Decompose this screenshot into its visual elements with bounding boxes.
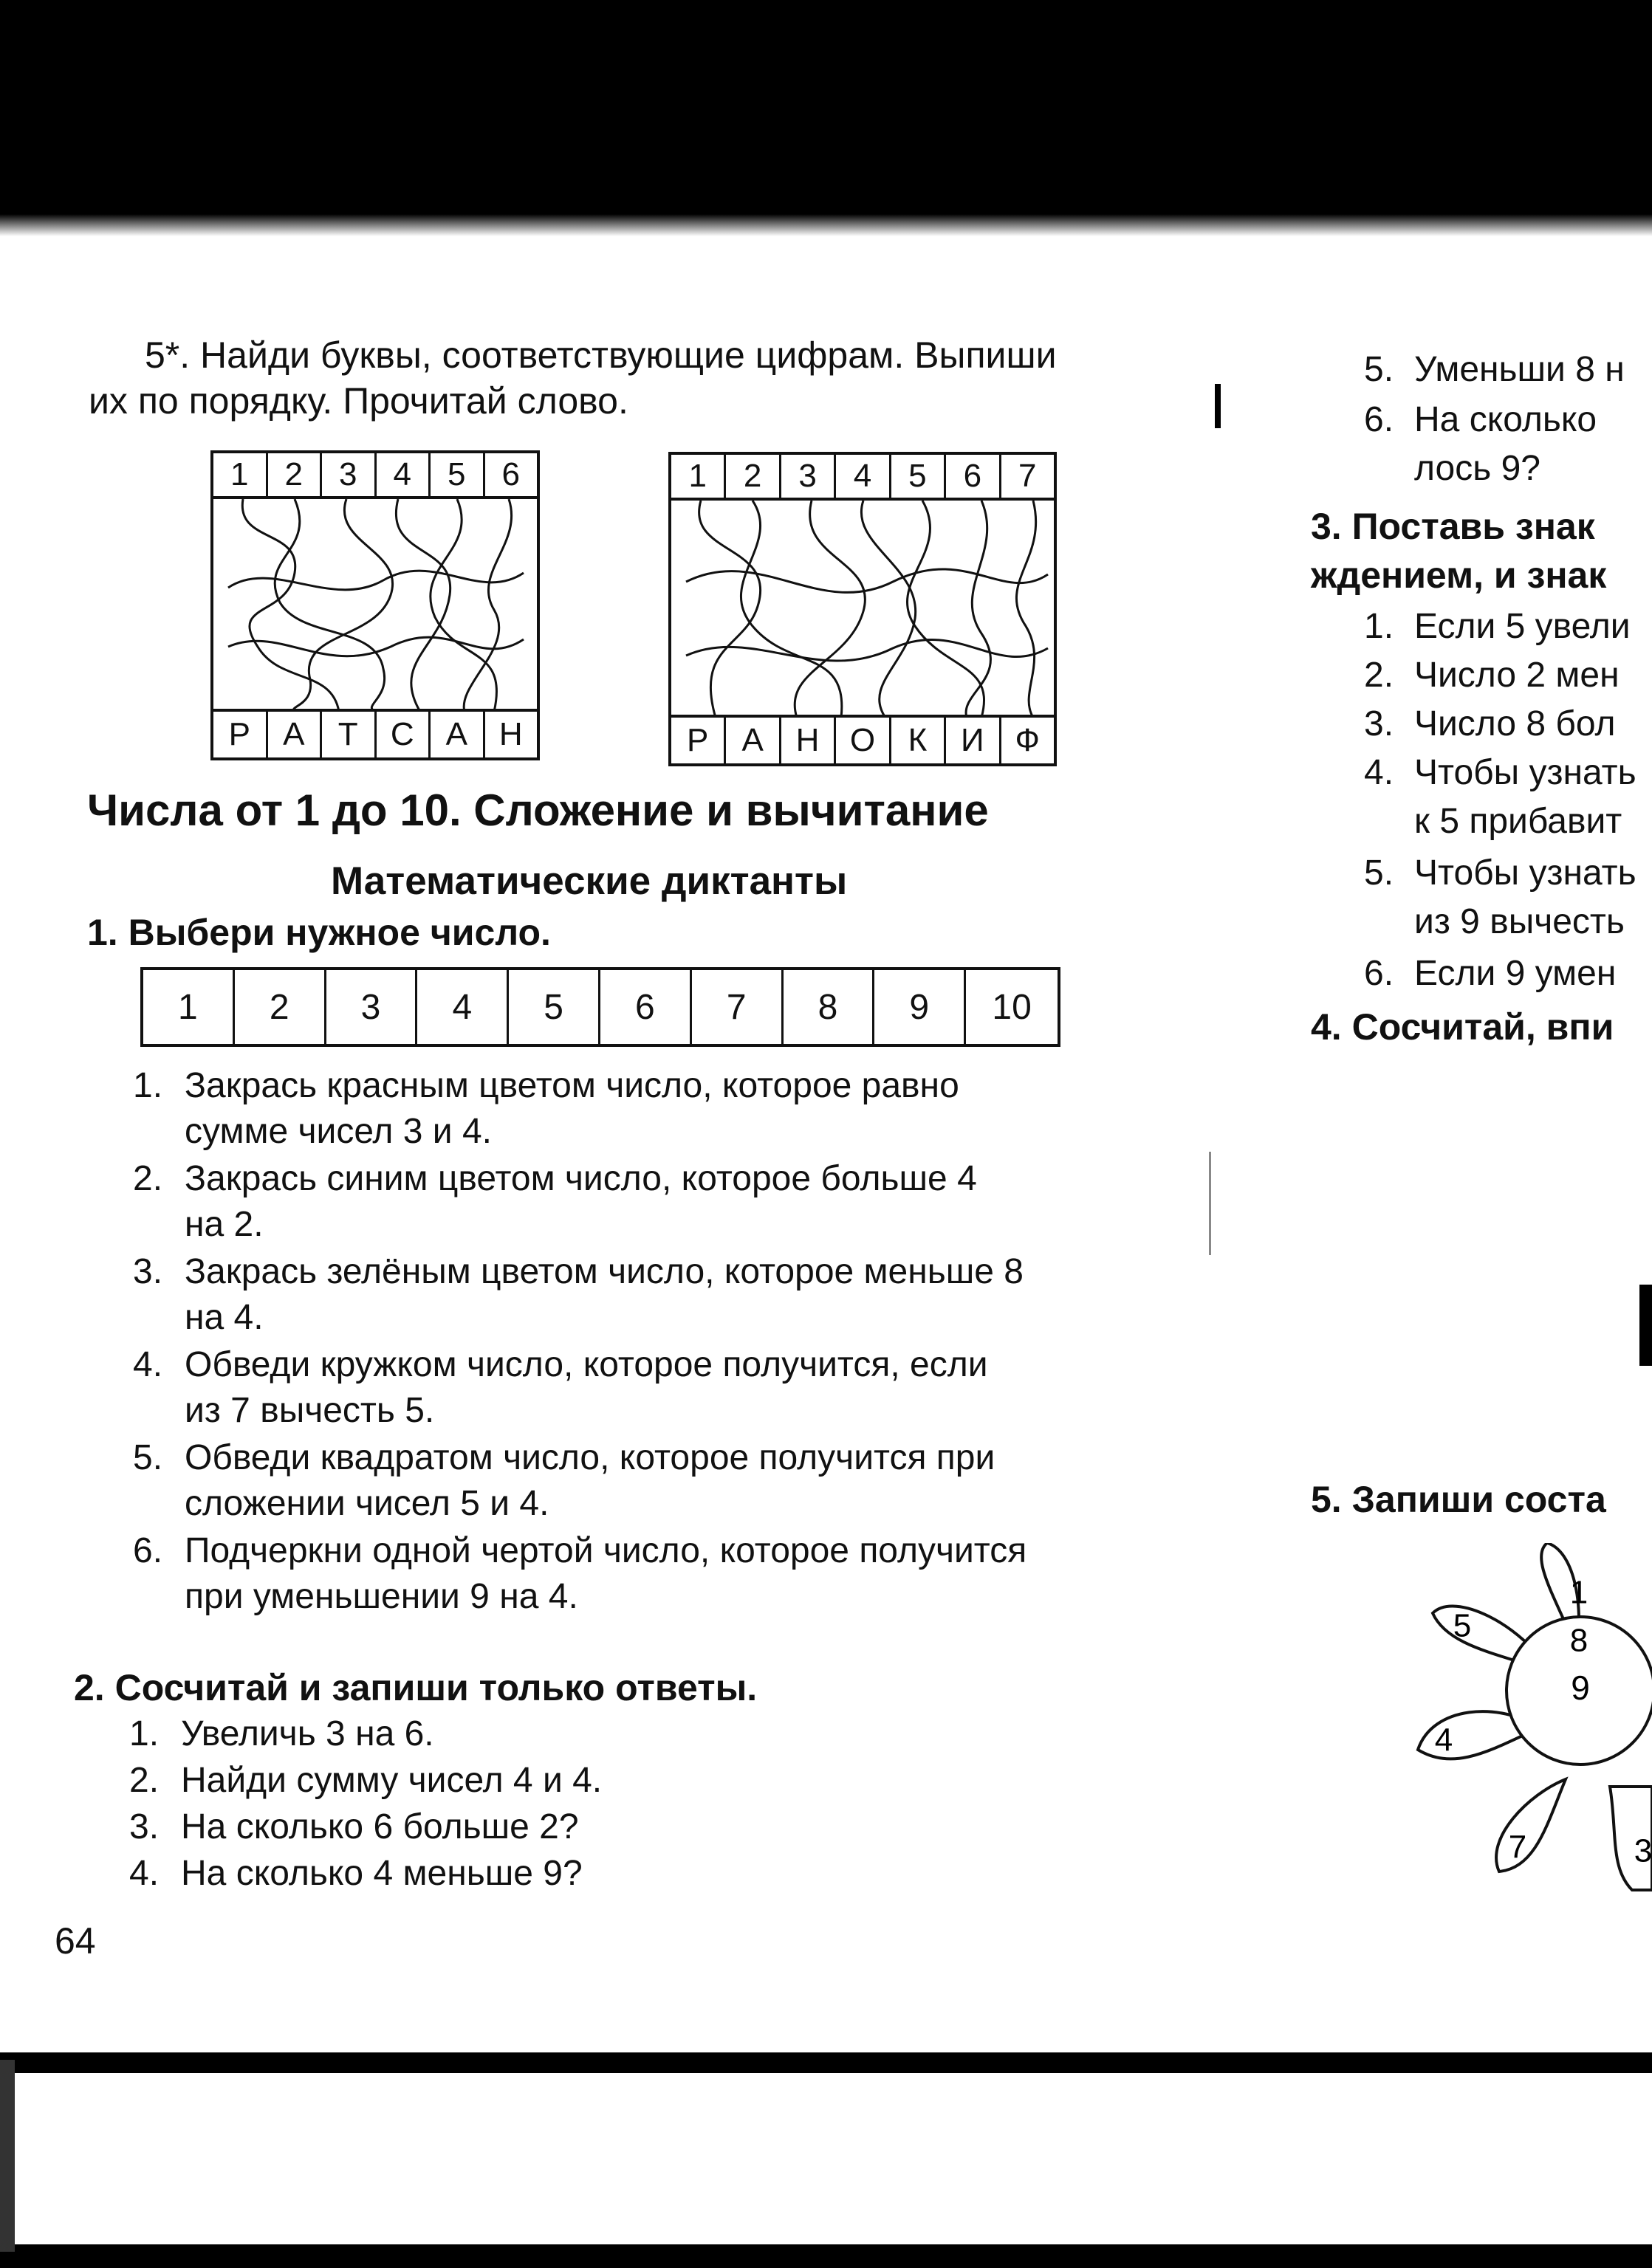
right-ex3-item-num: 6. xyxy=(1364,954,1394,993)
puzzle-1-maze xyxy=(213,499,538,712)
right-ex3-item-num: 2. xyxy=(1364,656,1394,695)
task5-line1: 5*. Найди буквы, соответствующие цифрам. Выпиши xyxy=(145,334,1057,376)
right-ex3-item-text: Число 8 бол xyxy=(1414,704,1616,743)
flower-petal-label-8: 8 xyxy=(1569,1622,1588,1659)
right-ex3-item-text: Если 5 увели xyxy=(1414,607,1631,646)
ex1-item xyxy=(133,1249,1123,1341)
right-ex3-item xyxy=(1364,750,1652,846)
flower-petal-label-4: 4 xyxy=(1434,1722,1453,1759)
scan-bottom-band xyxy=(0,2052,1652,2073)
ex1-item-line1: Обведи квадратом число, которое получится при xyxy=(185,1438,995,1477)
ex1-title: 1. Выбери нужное число. xyxy=(87,912,551,953)
ex1-item-line2: на 2. xyxy=(185,1205,264,1244)
number-strip-cell: 1 xyxy=(143,970,235,1044)
p2top-cell: 7 xyxy=(1018,458,1037,494)
right-ex3-item-num: 3. xyxy=(1364,704,1394,743)
scan-bottom-band-2 xyxy=(0,2244,1652,2268)
page-number: 64 xyxy=(55,1920,96,1962)
p1bot-cell: Т xyxy=(322,712,377,757)
number-strip-cell: 10 xyxy=(992,987,1032,1027)
right-ex4-title: 4. Сосчитай, впи xyxy=(1311,1006,1614,1048)
ex1-item-num: 3. xyxy=(133,1252,163,1291)
p2bot-cell: О xyxy=(836,718,891,763)
ex1-item-num: 4. xyxy=(133,1345,163,1384)
p1bot-cell: Н xyxy=(498,716,523,752)
scan-top-band xyxy=(0,0,1652,221)
ex1-item-line2: на 4. xyxy=(185,1298,264,1337)
p2top-cell: 2 xyxy=(726,455,781,498)
right-item-5-num: 5. xyxy=(1364,350,1394,389)
right-ex3-item-line2: из 9 вычесть xyxy=(1414,902,1625,941)
ex1-item xyxy=(133,1156,1123,1248)
right-ex3-item-num: 5. xyxy=(1364,853,1394,893)
number-strip-cell: 6 xyxy=(600,970,692,1044)
p1bot-cell: А xyxy=(268,712,323,757)
p1top-cell: 1 xyxy=(213,453,268,496)
scan-left-edge xyxy=(0,2060,15,2252)
puzzle-1 xyxy=(210,450,540,760)
ex2-title: 2. Сосчитай и запиши только ответы. xyxy=(74,1667,758,1708)
ex1-item-line2: сложении чисел 5 и 4. xyxy=(185,1484,549,1523)
p2top-cell: 4 xyxy=(836,455,891,498)
p1bot-cell: Р xyxy=(213,712,268,757)
ex1-item xyxy=(133,1435,1123,1527)
right-ex3-item-text: Чтобы узнать xyxy=(1414,853,1636,893)
p1top-cell: 3 xyxy=(322,453,377,496)
right-ex3-item-line2: к 5 прибавит xyxy=(1414,802,1622,841)
ex2-item xyxy=(129,1851,868,1897)
ex1-item-num: 1. xyxy=(133,1066,163,1105)
number-strip-cell: 9 xyxy=(874,970,966,1044)
right-item-6-num: 6. xyxy=(1364,400,1394,439)
right-ex3-item-num: 1. xyxy=(1364,607,1394,646)
ex1-item xyxy=(133,1063,1123,1155)
ex1-item-line2: из 7 вычесть 5. xyxy=(185,1391,435,1430)
right-item-5-text: Уменьши 8 н xyxy=(1414,350,1625,389)
ex2-item-text: На сколько 4 меньше 9? xyxy=(181,1854,583,1893)
p2bot-cell: Н xyxy=(781,718,836,763)
number-strip-cell: 7 xyxy=(692,970,784,1044)
number-strip-cell: 4 xyxy=(417,970,509,1044)
flower-diagram xyxy=(1388,1543,1652,1905)
p1bot-cell: С xyxy=(377,712,431,757)
right-ex3-item-text: Чтобы узнать xyxy=(1414,753,1636,792)
right-ex3-item-num: 4. xyxy=(1364,753,1394,792)
ex2-item-num: 2. xyxy=(129,1761,160,1800)
p1bot-cell: А xyxy=(431,712,485,757)
ex1-item xyxy=(133,1342,1123,1434)
ex2-item-text: На сколько 6 больше 2? xyxy=(181,1807,579,1846)
flower-petal-bottom-left xyxy=(1496,1779,1566,1872)
right-ex3-item-text: Число 2 мен xyxy=(1414,656,1620,695)
p1top-cell: 4 xyxy=(377,453,431,496)
right-item-6-line2: лось 9? xyxy=(1414,449,1540,488)
page-gutter-dots xyxy=(1209,1152,1211,1255)
ex1-item-line1: Подчеркни одной чертой число, которое получится xyxy=(185,1531,1027,1570)
ex2-item-num: 1. xyxy=(129,1714,160,1753)
p2bot-cell: К xyxy=(891,718,946,763)
ex1-item-line1: Закрась синим цветом число, которое больше 4 xyxy=(185,1159,977,1198)
ex2-item-num: 4. xyxy=(129,1854,160,1893)
ex2-item xyxy=(129,1711,868,1757)
ex2-item-text: Увеличь 3 на 6. xyxy=(181,1714,434,1753)
puzzle-2-maze xyxy=(671,501,1055,718)
ex1-item-num: 6. xyxy=(133,1531,163,1570)
scan-top-band-edge xyxy=(0,214,1652,236)
flower-petal-label-3: 3 xyxy=(1634,1832,1652,1869)
flower-center-label: 9 xyxy=(1571,1669,1590,1708)
p1top-cell: 2 xyxy=(268,453,323,496)
flower-petal-label-5: 5 xyxy=(1453,1607,1472,1644)
ex1-item xyxy=(133,1528,1123,1620)
number-strip-cell: 8 xyxy=(784,970,875,1044)
number-strip-cell: 2 xyxy=(235,970,326,1044)
ex1-item-line2: сумме чисел 3 и 4. xyxy=(185,1112,492,1151)
p2top-cell: 3 xyxy=(781,455,836,498)
section-subtitle: Математические диктанты xyxy=(331,859,848,903)
number-strip-cell: 3 xyxy=(326,970,418,1044)
number-strip xyxy=(140,967,1060,1047)
right-page-bar xyxy=(1639,1285,1652,1366)
p2bot-cell: И xyxy=(946,718,1001,763)
ex1-item-line2: при уменьшении 9 на 4. xyxy=(185,1577,578,1616)
ex2-item xyxy=(129,1804,868,1850)
right-ex3-line1: 3. Поставь знак xyxy=(1311,506,1595,547)
right-ex3-line2: ждением, и знак xyxy=(1311,554,1607,596)
puzzle-2 xyxy=(668,452,1057,766)
ex1-item-num: 5. xyxy=(133,1438,163,1477)
ex1-item-num: 2. xyxy=(133,1159,163,1198)
ex2-item-text: Найди сумму чисел 4 и 4. xyxy=(181,1761,603,1800)
ex1-item-line1: Закрась зелёным цветом число, которое меньше 8 xyxy=(185,1252,1024,1291)
p2bot-cell: Р xyxy=(671,718,726,763)
flower-petal-label-1: 1 xyxy=(1569,1574,1588,1611)
ex2-item xyxy=(129,1758,868,1804)
p2top-cell: 6 xyxy=(946,455,1001,498)
p2top-cell: 5 xyxy=(891,455,946,498)
puzzle-1-numbers xyxy=(213,453,537,499)
puzzle-1-letters xyxy=(213,709,537,757)
ex1-item-line1: Обведи кружком число, которое получится, если xyxy=(185,1345,988,1384)
right-item-6-line1: На сколько xyxy=(1414,400,1597,439)
puzzle-2-letters xyxy=(671,715,1054,763)
right-ex3-item xyxy=(1364,850,1652,946)
number-strip-cell: 5 xyxy=(509,970,600,1044)
p1top-cell: 5 xyxy=(431,453,485,496)
p1top-cell: 6 xyxy=(501,456,520,492)
right-ex3-item-text: Если 9 умен xyxy=(1414,954,1617,993)
ex2-item-num: 3. xyxy=(129,1807,160,1846)
right-ex5-title: 5. Запиши соста xyxy=(1311,1479,1606,1520)
p2top-cell: 1 xyxy=(671,455,726,498)
page-gutter-mark xyxy=(1215,384,1221,428)
flower-petal-label-7: 7 xyxy=(1508,1829,1527,1866)
section-title: Числа от 1 до 10. Сложение и вычитание xyxy=(87,786,989,835)
task5-line2: их по порядку. Прочитай слово. xyxy=(89,380,628,422)
p2bot-cell: Ф xyxy=(1015,722,1040,758)
ex1-item-line1: Закрась красным цветом число, которое равно xyxy=(185,1066,959,1105)
p2bot-cell: А xyxy=(726,718,781,763)
puzzle-2-numbers xyxy=(671,455,1054,501)
